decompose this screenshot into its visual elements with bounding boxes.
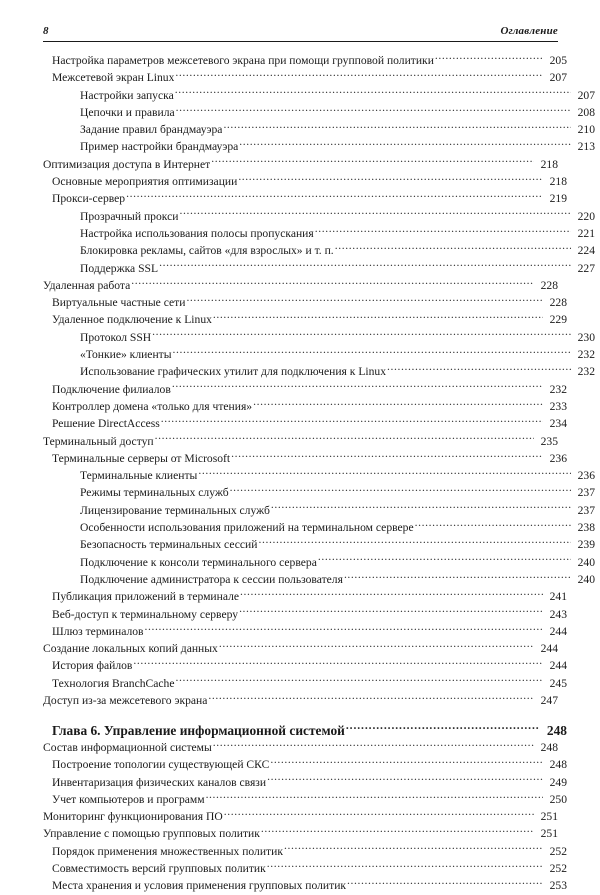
- toc-entry-title: Виртуальные частные сети: [52, 296, 186, 310]
- running-head-title: Оглавление: [500, 25, 558, 37]
- toc-leader-dots: [213, 312, 543, 324]
- toc-leader-dots: [133, 658, 543, 670]
- toc-leader-dots: [155, 433, 534, 445]
- toc-entry-title: Подключение к консоли терминального сервера: [80, 555, 317, 569]
- toc-entry[interactable]: [43, 571, 595, 588]
- toc-entry[interactable]: [43, 791, 567, 808]
- toc-entry[interactable]: [43, 536, 595, 553]
- toc-entry-page-number: 252: [549, 862, 567, 876]
- toc-leader-dots: [213, 739, 534, 751]
- toc-entry-title: Построение топологии существующей СКС: [52, 758, 270, 772]
- toc-entry[interactable]: [43, 450, 567, 467]
- toc-entry[interactable]: [43, 242, 595, 259]
- toc-leader-dots: [335, 243, 571, 255]
- page-folio: 8: [43, 25, 49, 37]
- toc-leader-dots: [261, 826, 534, 838]
- toc-entry[interactable]: [43, 502, 595, 519]
- toc-entry[interactable]: [43, 363, 595, 380]
- toc-entry[interactable]: [43, 329, 595, 346]
- toc-entry[interactable]: [43, 877, 567, 894]
- toc-entry-title: Совместимость версий групповых политик: [52, 862, 266, 876]
- toc-leader-dots: [211, 156, 534, 168]
- toc-leader-dots: [223, 122, 571, 134]
- toc-entry[interactable]: [43, 739, 558, 756]
- toc-entry-title: Публикация приложений в терминале: [52, 590, 240, 604]
- toc-entry-title: Межсетевой экран Linux: [52, 71, 175, 85]
- toc-entry-title: Технология BranchCache: [52, 676, 175, 690]
- toc-leader-dots: [172, 381, 543, 393]
- toc-entry[interactable]: [43, 433, 558, 450]
- toc-entry[interactable]: [43, 277, 558, 294]
- toc-entry[interactable]: [43, 484, 595, 501]
- toc-entry[interactable]: [43, 138, 595, 155]
- header-rule: [43, 41, 558, 42]
- toc-entry[interactable]: [43, 554, 595, 571]
- toc-entry-title: Поддержка SSL: [80, 261, 159, 275]
- toc-entry[interactable]: [43, 692, 558, 709]
- toc-entry-page-number: 218: [549, 175, 567, 189]
- toc-entry-title: Мониторинг функционирования ПО: [43, 810, 223, 824]
- toc-entry-title: Решение DirectAccess: [52, 417, 160, 431]
- toc-entry[interactable]: [43, 415, 567, 432]
- toc-entry-page-number: 241: [549, 590, 567, 604]
- toc-entry-page-number: 224: [577, 244, 595, 258]
- toc-entry[interactable]: [43, 346, 595, 363]
- toc-leader-dots: [224, 809, 534, 821]
- toc-entry-page-number: 219: [549, 192, 567, 206]
- toc-entry-page-number: 237: [577, 503, 595, 517]
- toc-entry-title: Удаленная работа: [43, 278, 131, 292]
- toc-leader-dots: [267, 860, 543, 872]
- toc-entry-page-number: 244: [540, 642, 558, 656]
- toc-leader-dots: [240, 589, 543, 601]
- toc-leader-dots: [159, 260, 571, 272]
- toc-entry[interactable]: [43, 519, 595, 536]
- toc-entry-title: Пример настройки брандмауэра: [80, 140, 239, 154]
- toc-leader-dots: [145, 623, 543, 635]
- toc-leader-dots: [131, 277, 534, 289]
- toc-entry-page-number: 236: [549, 451, 567, 465]
- toc-entry-title: Инвентаризация физических каналов связи: [52, 775, 267, 789]
- toc-entry[interactable]: [43, 87, 595, 104]
- toc-leader-dots: [253, 398, 543, 410]
- toc-leader-dots: [415, 519, 571, 531]
- toc-entry[interactable]: [43, 311, 567, 328]
- toc-entry[interactable]: [43, 657, 567, 674]
- toc-entry-page-number: 236: [577, 469, 595, 483]
- toc-entry-title: Терминальные клиенты: [80, 469, 198, 483]
- toc-entry-page-number: 238: [577, 521, 595, 535]
- toc-entry-title: Доступ из-за межсетевого экрана: [43, 693, 208, 707]
- toc-entry-page-number: 233: [549, 399, 567, 413]
- toc-entry-page-number: 213: [577, 140, 595, 154]
- toc-entry-title: Лицензирование терминальных служб: [80, 503, 270, 517]
- toc-entry-page-number: 230: [577, 330, 595, 344]
- toc-entry-page-number: 208: [577, 105, 595, 119]
- toc-entry[interactable]: [43, 398, 567, 415]
- toc-entry-title: Прокси-сервер: [52, 192, 126, 206]
- toc-entry[interactable]: [43, 104, 595, 121]
- toc-entry-title: Использование графических утилит для подключения к Linux: [80, 365, 387, 379]
- toc-entry[interactable]: [43, 294, 567, 311]
- toc-entry-title: Создание локальных копий данных: [43, 642, 218, 656]
- toc-entry-page-number: 248: [546, 722, 567, 738]
- toc-entry[interactable]: [43, 156, 558, 173]
- toc-entry-title: Особенности использования приложений на терминальном сервере: [80, 521, 414, 535]
- toc-leader-dots: [315, 225, 571, 237]
- toc-entry-title: Порядок применения множественных политик: [52, 844, 283, 858]
- toc-entry-page-number: 228: [540, 278, 558, 292]
- toc-entry[interactable]: [43, 190, 567, 207]
- toc-leader-dots: [161, 416, 543, 428]
- toc-entry-page-number: 250: [549, 792, 567, 806]
- toc-entry-title: Блокировка рекламы, сайтов «для взрослых» и т. п.: [80, 244, 334, 258]
- toc-entry-page-number: 232: [549, 382, 567, 396]
- toc-entry-title: Учет компьютеров и программ: [52, 792, 205, 806]
- toc-leader-dots: [318, 554, 571, 566]
- toc-entry-title: Протокол SSH: [80, 330, 152, 344]
- toc-entry-page-number: 237: [577, 486, 595, 500]
- toc-entry-title: Терминальный доступ: [43, 434, 154, 448]
- toc-leader-dots: [175, 70, 543, 82]
- toc-entry-title: Прозрачный прокси: [80, 209, 179, 223]
- toc-entry-page-number: 210: [577, 123, 595, 137]
- toc-leader-dots: [267, 774, 543, 786]
- toc-entry-title: Режимы терминальных служб: [80, 486, 229, 500]
- toc-entry[interactable]: [43, 173, 567, 190]
- toc-entry-title: Цепочки и правила: [80, 105, 175, 119]
- toc-entry[interactable]: [43, 121, 595, 138]
- toc-entry-page-number: 218: [540, 157, 558, 171]
- toc-leader-dots: [186, 295, 543, 307]
- toc-leader-dots: [347, 878, 543, 890]
- toc-entry[interactable]: [43, 675, 567, 692]
- toc-entry-page-number: 234: [549, 417, 567, 431]
- toc-leader-dots: [239, 606, 543, 618]
- toc-entry-title: Оптимизация доступа в Интернет: [43, 157, 211, 171]
- toc-leader-dots: [176, 675, 544, 687]
- toc-leader-dots: [270, 757, 543, 769]
- toc-entry-title: Глава 6. Управление информационной системой: [52, 722, 345, 738]
- toc-entry-page-number: 221: [577, 226, 595, 240]
- toc-leader-dots: [152, 329, 571, 341]
- toc-entry[interactable]: [43, 260, 595, 277]
- toc-entry-title: История файлов: [52, 659, 133, 673]
- toc-entry[interactable]: [43, 225, 595, 242]
- toc-entry-title: Задание правил брандмауэра: [80, 123, 223, 137]
- toc-leader-dots: [344, 571, 571, 583]
- toc-entry-title: Веб-доступ к терминальному серверу: [52, 607, 239, 621]
- toc-entry-page-number: 239: [577, 538, 595, 552]
- toc-entry[interactable]: [43, 825, 558, 842]
- toc-leader-dots: [176, 104, 571, 116]
- toc-leader-dots: [284, 843, 543, 855]
- toc-entry-page-number: 248: [549, 758, 567, 772]
- toc-entry-page-number: 253: [549, 879, 567, 893]
- toc-leader-dots: [198, 468, 571, 480]
- toc-entry-page-number: 251: [540, 810, 558, 824]
- toc-entry-page-number: 220: [577, 209, 595, 223]
- toc-leader-dots: [173, 346, 571, 358]
- toc-entry-page-number: 232: [577, 348, 595, 362]
- toc-entry-page-number: 249: [549, 775, 567, 789]
- toc-entry[interactable]: [43, 52, 567, 69]
- toc-entry-page-number: 207: [549, 71, 567, 85]
- toc-entry-title: Терминальные серверы от Microsoft: [52, 451, 231, 465]
- toc-entry-page-number: 251: [540, 827, 558, 841]
- toc-entry-page-number: 244: [549, 624, 567, 638]
- toc-leader-dots: [126, 191, 543, 203]
- toc-entry-title: Состав информационной системы: [43, 740, 212, 754]
- toc-entry-title: Управление с помощью групповых политик: [43, 827, 260, 841]
- toc-entry-title: Настройки запуска: [80, 88, 174, 102]
- toc-entry-page-number: 207: [577, 88, 595, 102]
- toc-entry-title: Шлюз терминалов: [52, 624, 144, 638]
- toc-leader-dots: [208, 692, 534, 704]
- toc-entry[interactable]: [43, 208, 595, 225]
- toc-entry[interactable]: [43, 467, 595, 484]
- toc-entry-page-number: 227: [577, 261, 595, 275]
- toc-leader-dots: [239, 139, 571, 151]
- running-head: [43, 24, 558, 44]
- toc-entry-title: Подключение администратора к сессии пользователя: [80, 572, 343, 586]
- toc-leader-dots: [179, 208, 571, 220]
- toc-leader-dots: [230, 485, 571, 497]
- table-of-contents: [43, 52, 595, 895]
- toc-entry-title: Настройка использования полосы пропускания: [80, 226, 314, 240]
- toc-entry-title: Подключение филиалов: [52, 382, 171, 396]
- toc-entry[interactable]: [43, 860, 567, 877]
- toc-leader-dots: [175, 87, 571, 99]
- toc-leader-dots: [231, 450, 543, 462]
- toc-leader-dots: [435, 52, 543, 64]
- toc-entry-page-number: 244: [549, 659, 567, 673]
- toc-entry-page-number: 228: [549, 296, 567, 310]
- toc-entry-page-number: 240: [577, 555, 595, 569]
- toc-entry[interactable]: [43, 843, 567, 860]
- toc-entry[interactable]: [43, 606, 567, 623]
- toc-chapter-entry[interactable]: [43, 721, 567, 739]
- toc-entry[interactable]: [43, 381, 567, 398]
- toc-entry-page-number: 229: [549, 313, 567, 327]
- toc-entry-page-number: 247: [540, 693, 558, 707]
- toc-entry-page-number: 235: [540, 434, 558, 448]
- toc-entry-title: Безопасность терминальных сессий: [80, 538, 258, 552]
- toc-entry[interactable]: [43, 640, 558, 657]
- toc-entry[interactable]: [43, 588, 567, 605]
- toc-entry[interactable]: [43, 774, 567, 791]
- toc-entry-title: Места хранения и условия применения групповых политик: [52, 879, 347, 893]
- toc-entry-title: Настройка параметров межсетевого экрана при помощи групповой политики: [52, 54, 434, 67]
- toc-entry-title: Удаленное подключение к Linux: [52, 313, 212, 327]
- toc-leader-dots: [206, 791, 543, 803]
- toc-leader-dots: [238, 173, 543, 185]
- toc-entry-title: «Тонкие» клиенты: [80, 348, 172, 362]
- toc-entry-page-number: 205: [549, 54, 567, 67]
- toc-entry-page-number: 252: [549, 844, 567, 858]
- toc-entry-title: Основные мероприятия оптимизации: [52, 175, 238, 189]
- toc-entry-page-number: 243: [549, 607, 567, 621]
- toc-entry-title: Контроллер домена «только для чтения»: [52, 399, 253, 413]
- toc-leader-dots: [346, 721, 539, 734]
- toc-leader-dots: [219, 641, 534, 653]
- toc-entry[interactable]: [43, 623, 567, 640]
- toc-leader-dots: [258, 537, 571, 549]
- toc-entry-page-number: 232: [577, 365, 595, 379]
- toc-entry-page-number: 248: [540, 740, 558, 754]
- toc-leader-dots: [271, 502, 571, 514]
- toc-leader-dots: [387, 364, 571, 376]
- toc-entry-page-number: 240: [577, 572, 595, 586]
- toc-entry-page-number: 245: [549, 676, 567, 690]
- toc-entry[interactable]: [43, 756, 567, 773]
- toc-entry[interactable]: [43, 69, 567, 86]
